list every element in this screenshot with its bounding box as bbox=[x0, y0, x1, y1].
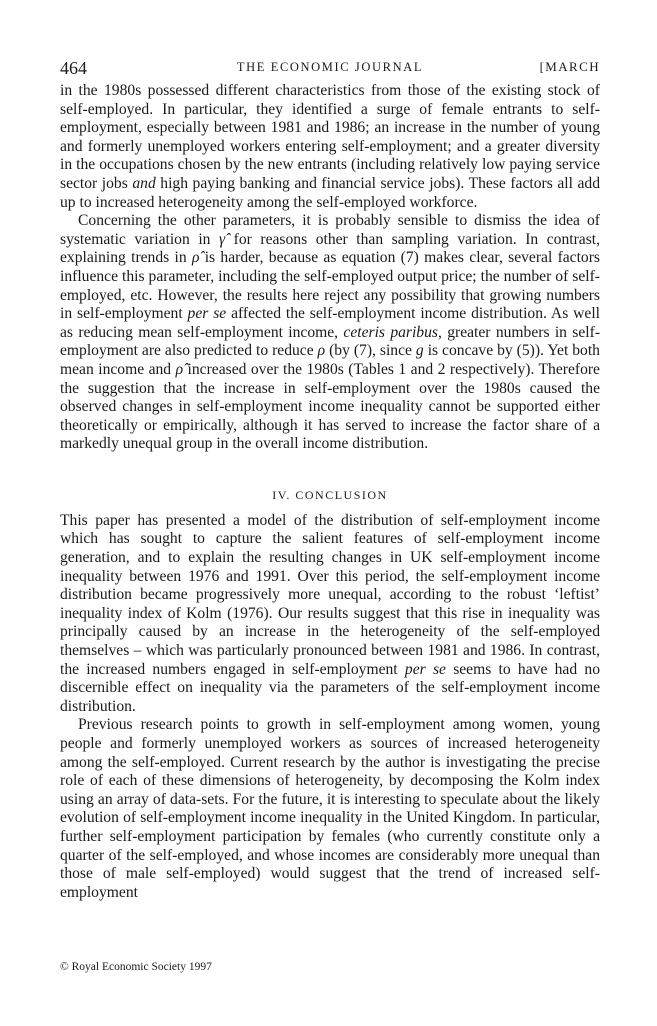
paragraph-conclusion bbox=[60, 512, 600, 717]
math-rho: ρ bbox=[317, 342, 326, 360]
text-run: seems to have had no discernible effect on inequality via the parameters of the self-employment income distribution. bbox=[60, 660, 600, 715]
page-number: 464 bbox=[60, 58, 87, 78]
text-run: This paper has presented a model of the distribution of self-employment income which has sought to capture the salient features of self-employment income generation, and to explain the resulting changes in UK self-employment income inequality between 1976 and 1991. Over this period, the self-employment income distribution became progressively more unequal, according to the robust ‘leftist’ inequality index of Kolm (1976). Our results suggest that this rise in inequality was principally caused by an increase in the heterogeneity of the self-employed themselves – which was particularly pronounced between 1981 and 1986. In contrast, the increased numbers engaged in self-employment bbox=[60, 511, 600, 678]
copyright-notice: © Royal Economic Society 1997 bbox=[60, 961, 212, 973]
text-run: for reasons other than sampling variation. In contrast, explaining trends in bbox=[60, 230, 600, 267]
math-rho-hat: ρ̂ bbox=[191, 249, 200, 267]
text-run: high paying banking and financial service jobs). These factors all add up to increased heterogeneity among the self-employed workforce. bbox=[60, 174, 600, 211]
text-run: is harder, because as equation (7) makes clear, several factors influence this parameter, including the self-employed output price; the number of self-employed, etc. However, the results here reject any possibility that growing numbers in self-employment bbox=[60, 249, 600, 323]
text-run: increased over the 1980s (Tables 1 and 2 respectively). Therefore the suggestion that the increase in self-employment over the 1980s caused the observed changes in self-employment income inequality cannot be supported either theoretically or empirically, although it has served to increase the factor share of a markedly unequal group in the overall income distribution. bbox=[60, 360, 600, 453]
text-run: , greater numbers in self-employment are also predicted to reduce bbox=[60, 323, 601, 360]
text-run: Concerning the other parameters, it is probably sensible to dismiss the idea of systematic variation in bbox=[60, 212, 600, 248]
issue-month: [MARCH bbox=[539, 59, 600, 74]
journal-page bbox=[60, 58, 600, 902]
text-run: (by (7), since bbox=[325, 342, 416, 360]
journal-title: THE ECONOMIC JOURNAL bbox=[236, 60, 424, 74]
math-gamma-hat: γ̂ bbox=[218, 230, 226, 248]
math-g: g bbox=[415, 342, 424, 360]
running-header bbox=[60, 58, 600, 82]
emphasis-and: and bbox=[132, 174, 156, 192]
emphasis-ceteris-paribus: ceteris paribus bbox=[343, 323, 438, 341]
emphasis-per-se: per se bbox=[404, 660, 446, 678]
section-heading: IV. CONCLUSION bbox=[272, 487, 388, 502]
text-run: affected the self-employment income distribution. As well as reducing mean self-employment income, bbox=[60, 305, 600, 341]
emphasis-per-se: per se bbox=[187, 305, 227, 323]
paragraph-heterogeneity bbox=[60, 82, 600, 212]
text-run: in the 1980s possessed different characteristics from those of the existing stock of self-employed. In particular, they identified a surge of female entrants to self-employment, especially between 1981 and 1986; an increase in the number of young and formerly unemployed workers entering self-employment; and a greater diversity in the occupations chosen by the new entrants (including relatively low paying service sector jobs bbox=[60, 82, 600, 192]
math-rho-hat: ρ̂ bbox=[175, 360, 184, 378]
paragraph-parameters bbox=[60, 212, 600, 454]
paragraph-future-research: Previous research points to growth in self-employment among women, young people and formerly unemployed workers as sources of increased heterogeneity among the self-employed. Current research by the author is investigating the precise role of each of these dimensions of heterogeneity, by decomposing the Kolm index using an array of data-sets. For the future, it is interesting to speculate about the likely evolution of self-employment income inequality in the United Kingdom. In particular, further self-employment participation by females (who currently constitute only a quarter of the self-employed, and whose incomes are considerably more unequal than those of male self-employed) would suggest that the trend of increased self-employment bbox=[60, 716, 600, 901]
text-run: is concave by (5)). Yet both mean income and bbox=[60, 342, 600, 378]
